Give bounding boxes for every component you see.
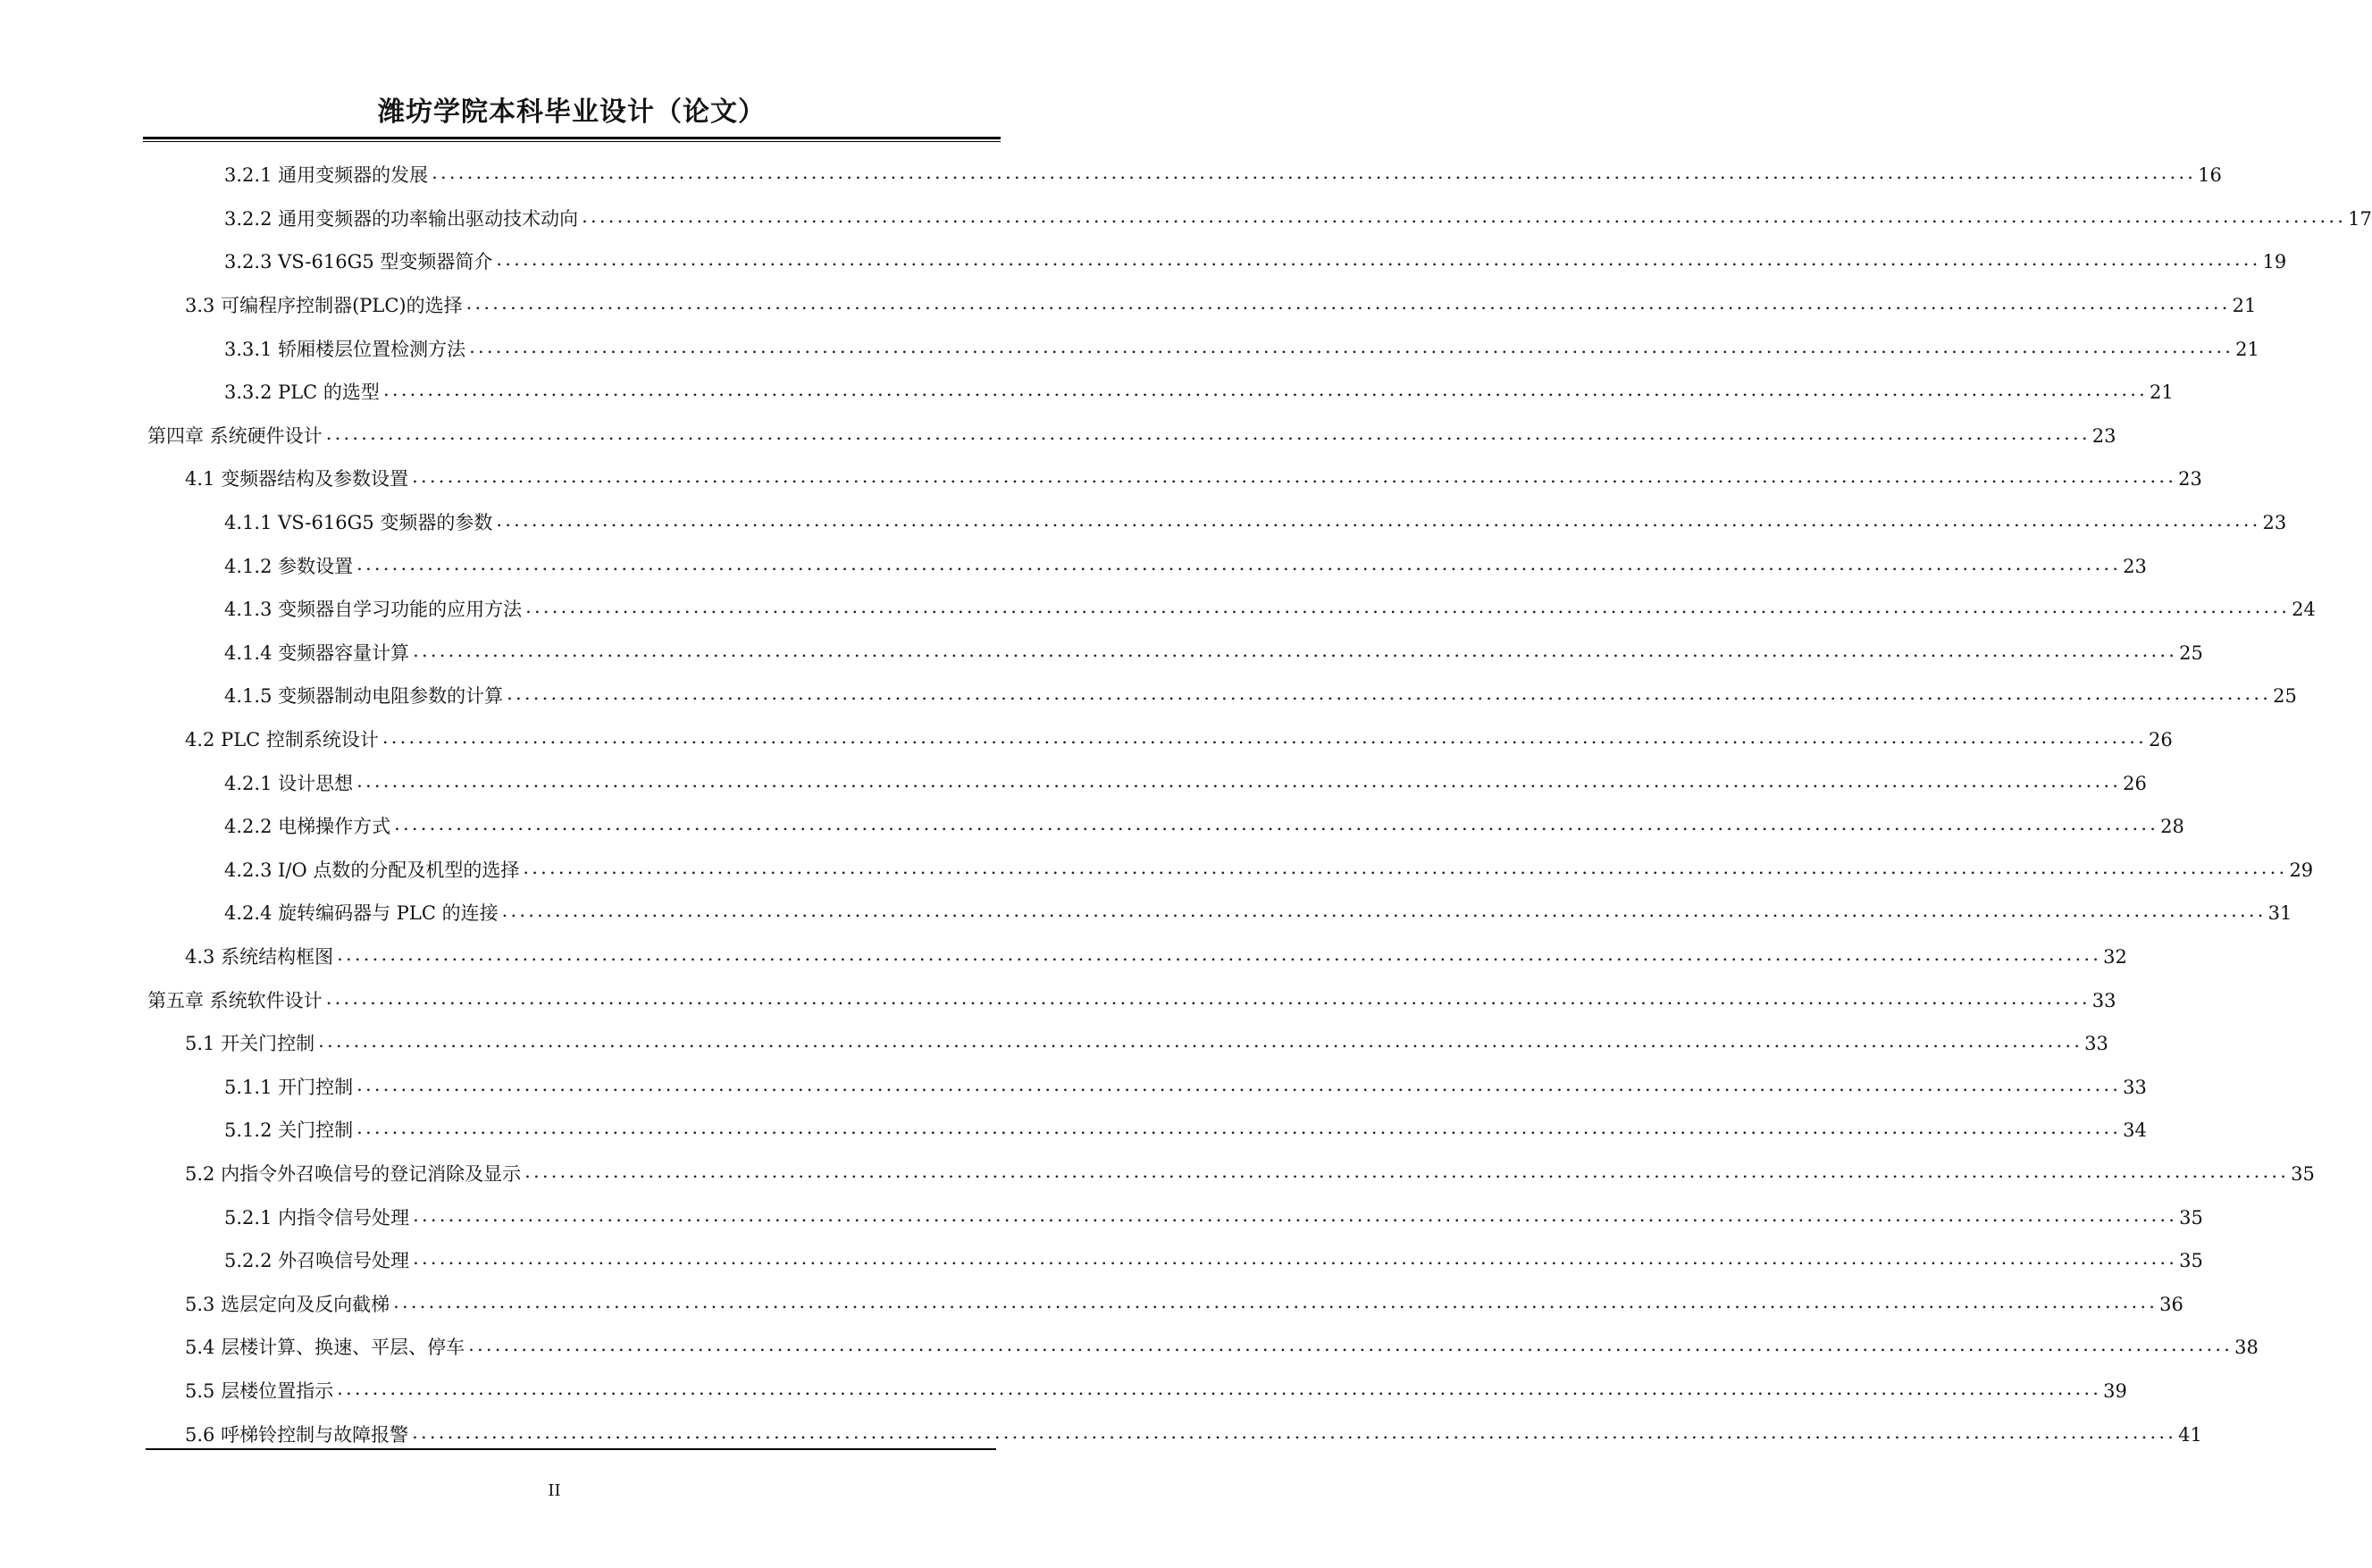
toc-dot-leader: ........................................................................................................................................................................................................ (469, 335, 2234, 357)
toc-dot-leader: ........................................................................................................................................................................................................ (318, 1030, 2083, 1052)
toc-entry[interactable] (147, 371, 2174, 415)
toc-entry-page-number: 33 (2084, 1033, 2108, 1055)
toc-entry-page-number: 23 (2091, 424, 2116, 447)
toc-entry-page-number: 31 (2267, 902, 2292, 925)
toc-entry-page-number: 16 (2198, 164, 2222, 187)
toc-entry-title: 5.1.2 关门控制 (224, 1119, 354, 1142)
toc-dot-leader: ........................................................................................................................................................................................................ (501, 900, 2267, 922)
page-number: II (548, 1481, 561, 1500)
toc-dot-leader: ........................................................................................................................................................................................................ (356, 769, 2122, 792)
toc-dot-leader: ........................................................................................................................................................................................................ (325, 422, 2091, 444)
toc-entry[interactable] (147, 154, 2222, 197)
toc-entry-page-number: 24 (2292, 599, 2316, 621)
toc-entry[interactable] (147, 1153, 2315, 1196)
toc-dot-leader: ........................................................................................................................................................................................................ (337, 943, 2102, 965)
toc-entry-page-number: 33 (2123, 1076, 2147, 1098)
toc-dot-leader: ........................................................................................................................................................................................................ (507, 683, 2272, 705)
toc-entry-page-number: 26 (2123, 772, 2147, 794)
toc-entry-title: 5.1.1 开门控制 (224, 1076, 354, 1098)
toc-dot-leader: ........................................................................................................................................................................................................ (413, 1203, 2178, 1226)
toc-entry[interactable] (147, 761, 2147, 805)
toc-entry-page-number: 32 (2103, 945, 2127, 968)
toc-entry-title: 5.5 层楼位置指示 (185, 1379, 334, 1402)
toc-entry-page-number: 25 (2179, 641, 2203, 664)
toc-entry-title: 3.2.3 VS-616G5 型变频器简介 (224, 251, 493, 273)
toc-entry-title: 4.1 变频器结构及参数设置 (185, 468, 409, 491)
toc-entry[interactable] (147, 284, 2257, 328)
toc-entry-page-number: 41 (2178, 1423, 2202, 1446)
toc-entry-title: 3.3 可编程序控制器(PLC)的选择 (185, 295, 463, 317)
toc-dot-leader: ........................................................................................................................................................................................................ (413, 1247, 2178, 1270)
toc-entry-page-number: 33 (2091, 989, 2116, 1011)
toc-entry[interactable] (147, 457, 2202, 501)
toc-entry[interactable] (147, 849, 2314, 893)
toc-entry[interactable] (147, 1239, 2203, 1283)
toc-entry-page-number: 17 (2348, 207, 2372, 230)
toc-entry-page-number: 35 (2179, 1250, 2203, 1272)
toc-dot-leader: ........................................................................................................................................................................................................ (382, 379, 2148, 401)
toc-entry-title: 3.2.1 通用变频器的发展 (224, 164, 429, 187)
toc-entry[interactable] (147, 1326, 2259, 1370)
header-rule-secondary (143, 141, 1001, 142)
toc-dot-leader: ........................................................................................................................................................................................................ (412, 465, 2177, 488)
toc-entry-title: 4.1.5 变频器制动电阻参数的计算 (224, 685, 504, 708)
toc-entry[interactable] (147, 1109, 2147, 1153)
page-header-title: 潍坊学院本科毕业设计（论文） (378, 96, 766, 128)
toc-entry-page-number: 29 (2289, 859, 2314, 881)
toc-entry-page-number: 21 (2232, 295, 2257, 317)
toc-entry-page-number: 35 (2291, 1162, 2315, 1185)
toc-entry[interactable] (147, 588, 2316, 632)
toc-entry-title: 第四章 系统硬件设计 (147, 424, 323, 447)
toc-entry[interactable] (147, 197, 2372, 241)
toc-entry-page-number: 25 (2273, 685, 2297, 708)
toc-entry[interactable] (147, 675, 2297, 718)
toc-entry-title: 5.2 内指令外召唤信号的登记消除及显示 (185, 1162, 522, 1185)
toc-entry[interactable] (147, 632, 2203, 675)
toc-entry-title: 3.2.2 通用变频器的功率输出驱动技术动向 (224, 207, 579, 230)
toc-entry-title: 3.3.1 轿厢楼层位置检测方法 (224, 338, 466, 360)
toc-entry-title: 4.2.2 电梯操作方式 (224, 816, 391, 838)
toc-entry-title: 4.2.4 旋转编码器与 PLC 的连接 (224, 902, 499, 925)
toc-dot-leader: ........................................................................................................................................................................................................ (337, 1377, 2102, 1399)
toc-dot-leader: ........................................................................................................................................................................................................ (356, 552, 2122, 574)
toc-entry-title: 4.1.3 变频器自学习功能的应用方法 (224, 599, 523, 621)
toc-entry[interactable] (147, 544, 2147, 588)
toc-entry[interactable] (147, 240, 2287, 284)
toc-entry-page-number: 39 (2103, 1379, 2127, 1402)
toc-entry[interactable] (147, 935, 2127, 979)
toc-dot-leader: ........................................................................................................................................................................................................ (381, 726, 2147, 749)
toc-dot-leader: ........................................................................................................................................................................................................ (393, 1290, 2158, 1312)
toc-entry[interactable] (147, 327, 2259, 371)
toc-entry-title: 4.2.1 设计思想 (224, 772, 354, 794)
toc-dot-leader: ........................................................................................................................................................................................................ (413, 639, 2178, 661)
toc-entry-page-number: 19 (2262, 251, 2287, 273)
toc-entry-page-number: 34 (2123, 1119, 2147, 1142)
toc-entry-title: 5.1 开关门控制 (185, 1033, 315, 1055)
toc-entry-title: 4.1.1 VS-616G5 变频器的参数 (224, 512, 493, 534)
toc-entry[interactable] (147, 1195, 2203, 1239)
toc-entry[interactable] (147, 1370, 2127, 1413)
toc-entry[interactable] (147, 415, 2116, 458)
toc-entry-title: 4.1.4 变频器容量计算 (224, 641, 410, 664)
toc-entry-page-number: 28 (2160, 816, 2184, 838)
toc-entry[interactable] (147, 1282, 2183, 1326)
toc-entry-page-number: 36 (2159, 1293, 2183, 1315)
toc-entry[interactable] (147, 501, 2287, 545)
toc-entry-title: 3.3.2 PLC 的选型 (224, 382, 380, 404)
toc-dot-leader: ........................................................................................................................................................................................................ (356, 1073, 2122, 1095)
toc-dot-leader: ........................................................................................................................................................................................................ (523, 856, 2288, 878)
toc-entry-page-number: 38 (2234, 1337, 2259, 1359)
toc-entry-page-number: 23 (2262, 512, 2287, 534)
footer-rule (146, 1448, 996, 1450)
toc-dot-leader: ........................................................................................................................................................................................................ (524, 1160, 2290, 1182)
toc-entry[interactable] (147, 1065, 2147, 1109)
toc-entry-title: 4.3 系统结构框图 (185, 945, 334, 968)
toc-entry-page-number: 26 (2148, 729, 2173, 751)
toc-entry-title: 第五章 系统软件设计 (147, 989, 323, 1011)
toc-dot-leader: ........................................................................................................................................................................................................ (582, 205, 2347, 227)
toc-entry-title: 5.2.2 外召唤信号处理 (224, 1250, 410, 1272)
toc-entry[interactable] (147, 978, 2116, 1022)
toc-entry-title: 5.2.1 内指令信号处理 (224, 1206, 410, 1228)
toc-dot-leader: ........................................................................................................................................................................................................ (496, 248, 2261, 271)
toc-entry-page-number: 21 (2235, 338, 2259, 360)
toc-entry-title: 4.2.3 I/O 点数的分配及机型的选择 (224, 859, 520, 881)
toc-entry[interactable] (147, 718, 2173, 762)
toc-entry-page-number: 21 (2150, 382, 2174, 404)
toc-entry-page-number: 23 (2178, 468, 2202, 491)
header-rule (143, 137, 1001, 139)
toc-entry-title: 5.6 呼梯铃控制与故障报警 (185, 1423, 409, 1446)
toc-dot-leader: ........................................................................................................................................................................................................ (394, 813, 2159, 835)
toc-dot-leader: ........................................................................................................................................................................................................ (496, 509, 2261, 532)
toc-dot-leader: ........................................................................................................................................................................................................ (465, 292, 2231, 314)
toc-entry-page-number: 23 (2123, 555, 2147, 577)
toc-dot-leader: ........................................................................................................................................................................................................ (432, 162, 2197, 184)
toc-entry[interactable] (147, 805, 2184, 849)
table-of-contents (147, 154, 2372, 1456)
toc-entry-title: 4.2 PLC 控制系统设计 (185, 729, 379, 751)
toc-entry-title: 4.1.2 参数设置 (224, 555, 354, 577)
toc-entry-page-number: 35 (2179, 1206, 2203, 1228)
toc-dot-leader: ........................................................................................................................................................................................................ (525, 596, 2291, 618)
toc-dot-leader: ........................................................................................................................................................................................................ (356, 1117, 2122, 1139)
toc-dot-leader: ........................................................................................................................................................................................................ (325, 986, 2091, 1009)
toc-entry-title: 5.4 层楼计算、换速、平层、停车 (185, 1337, 465, 1359)
toc-entry[interactable] (147, 892, 2292, 935)
toc-dot-leader: ........................................................................................................................................................................................................ (468, 1334, 2234, 1356)
toc-entry[interactable] (147, 1022, 2108, 1066)
toc-entry-title: 5.3 选层定向及反向截梯 (185, 1293, 390, 1315)
toc-dot-leader: ........................................................................................................................................................................................................ (412, 1421, 2177, 1443)
